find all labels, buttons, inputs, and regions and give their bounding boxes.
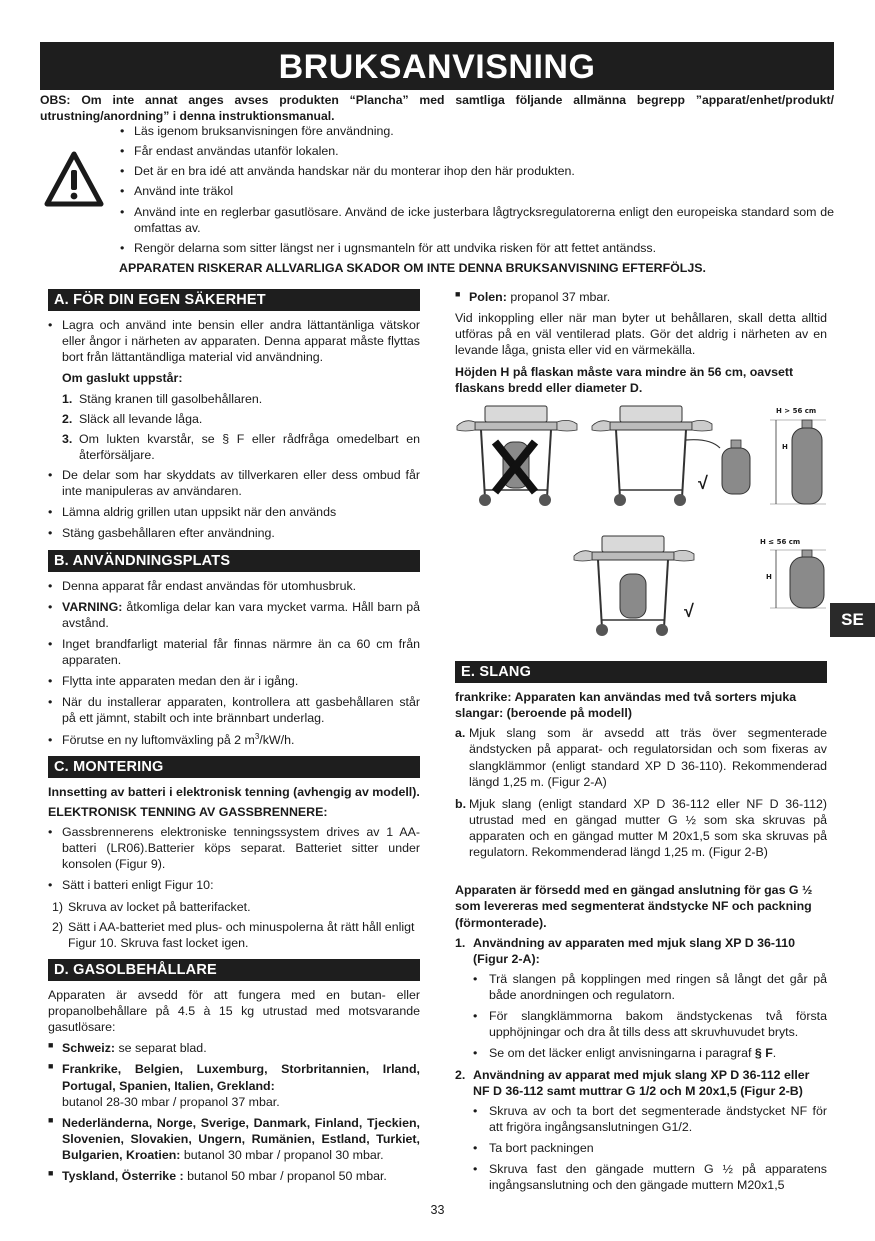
- step-number: 2.: [455, 1067, 466, 1082]
- list-item: [48, 732, 420, 748]
- section-d-heading: D. GASOLBEHÅLLARE: [48, 959, 420, 981]
- left-column: [48, 289, 420, 1189]
- list-item: [473, 1045, 827, 1061]
- list-item: • Använd inte träkol: [118, 183, 834, 199]
- item-text: Mjuk slang som är avsedd att träs över segmenterade ändstycken på apparat- och regulatorsidan och som fixeras av slangklämmor (enligt standard XP D 36-110). Rekommenderad längd 1,25 m. (Figur 2-A): [469, 726, 827, 789]
- height-marker-label: H: [782, 443, 788, 451]
- step-text: Sätt i AA-batteriet med plus- och minuspolerna åt rätt håll enligt Figur 10. Skruva fast locket igen.: [68, 919, 415, 950]
- pressure-text: butanol 30 mbar / propanol 30 mbar.: [180, 1148, 384, 1162]
- warning-triangle-icon: [44, 150, 104, 210]
- grill-cylinder-inside-illustration: [572, 530, 697, 638]
- step-number: 1.: [62, 391, 73, 406]
- page-title: BRUKSANVISNING: [40, 42, 834, 90]
- section-b-heading: B. ANVÄNDNINGSPLATS: [48, 550, 420, 572]
- list-item: [48, 1168, 420, 1184]
- list-item: • Trä slangen på kopplingen med ringen så långt det går på både anordningen och regulatorn.: [473, 971, 827, 1003]
- list-item: • Denna apparat får endast användas för utomhusbruk.: [48, 578, 420, 594]
- list-item: • Sätt i batteri enligt Figur 10:: [48, 877, 420, 893]
- ventilation-note: Vid inkoppling eller när man byter ut behållaren, skall detta alltid utföras på en väl ventilerad plats. Gör det aldrig i närheten av en levande låga, gnista eller vid en värmekälla.: [455, 311, 827, 358]
- airflow-superscript: 3: [254, 731, 260, 741]
- height-under-label: H ≤ 56 cm: [760, 538, 801, 546]
- check-mark-icon: √: [684, 601, 694, 621]
- airflow-text: Förutse en ny luftomväxling på 2 m: [62, 732, 255, 747]
- language-badge: SE: [830, 603, 875, 637]
- item-text: Mjuk slang (enligt standard XP D 36-112 eller NF D 36-112) utrustad med en gängad mutter G ½ som ska skruvas på apparaten och en gängad mutter M 20x1,5 som ska skruvas på regulatorn. Rekommenderad längd 1,25 m. (Figur 2-B): [469, 796, 827, 860]
- list-item: • Lagra och använd inte bensin eller andra lättantänliga vätskor eller ångor i närheten av apparaten. Denna apparat måste flyttas bort från lättantändliga material vid användning.: [48, 317, 420, 365]
- country-label: Tyskland, Österrike :: [62, 1169, 184, 1184]
- step-text: Stäng kranen till gasolbehållaren.: [79, 391, 263, 406]
- airflow-unit: /kW/h.: [259, 732, 295, 747]
- list-item: • När du installerar apparaten, kontrollera att gasbehållaren står på ett jämnt, stabilt och inte brännbart underlag.: [48, 694, 420, 726]
- country-label: Nederländerna, Norge, Sverige, Danmark, Finland, Tjeckien, Slovenien, Slovakien, Ungern, Rumänien, Estland, Turkiet, Bulgarien, Kroatien:: [62, 1115, 420, 1162]
- leak-check-text: Se om det läcker enligt anvisningarna i paragraf: [489, 1046, 755, 1061]
- country-label: Frankrike, Belgien, Luxemburg, Storbritannien, Irland, Portugal, Spanien, Italien, Grekland:: [62, 1062, 420, 1093]
- list-item: [62, 431, 420, 463]
- list-item: • Inget brandfarligt material får finnas närmre än ca 60 cm från apparaten.: [48, 636, 420, 668]
- list-item: • Skruva fast den gängade muttern G ½ på apparatens ingångsanslutning och den gängade muttern M20x1,5: [473, 1161, 827, 1193]
- item-letter: b.: [455, 796, 467, 811]
- step-text: Skruva av locket på batterifacket.: [68, 899, 251, 914]
- obs-note: OBS: Om inte annat anges avses produkten “Plancha” med samtliga följande allmänna begrepp ”apparat/enhet/produkt/ utrustning/anordning” i denna instruktionsmanual.: [40, 93, 834, 123]
- page-number: 33: [430, 1203, 445, 1217]
- gas-cylinder-icon: [718, 438, 758, 498]
- country-label: Schweiz:: [62, 1041, 116, 1056]
- pressure-text: butanol 28-30 mbar / propanol 37 mbar.: [62, 1094, 280, 1109]
- list-item: • Rengör delarna som sitter längst ner i ugnsmanteln för att undvika risken för att fettet antändss.: [118, 240, 834, 256]
- cylinder-height-over-56-illustration: [770, 406, 830, 510]
- list-item: • Flytta inte apparaten medan den är i igång.: [48, 673, 420, 689]
- use-1-title: Användning av apparaten med mjuk slang XP D 36-110 (Figur 2-A):: [473, 935, 796, 966]
- right-column: [455, 289, 827, 400]
- section-a-heading: A. FÖR DIN EGEN SÄKERHET: [48, 289, 420, 311]
- list-item: • De delar som har skyddats av tillverkaren eller dess ombud får inte manipuleras av användaren.: [48, 467, 420, 499]
- list-item: • Får endast användas utanför lokalen.: [118, 143, 834, 159]
- item-letter: a.: [455, 726, 466, 741]
- list-item: [48, 1115, 420, 1163]
- use-2-title: Användning av apparat med mjuk slang XP D 36-112 eller NF D 36-112 samt muttrar G 1/2 och M 20x1,5 (Figur 2-B): [473, 1067, 810, 1098]
- step-text: Om lukten kvarstår, se § F eller rådfråga omedelbart en återförsäljare.: [79, 431, 420, 462]
- list-item: • Lämna aldrig grillen utan uppsikt när den används: [48, 504, 420, 520]
- list-item: [48, 599, 420, 631]
- leak-check-end: .: [772, 1046, 777, 1061]
- general-instructions: [118, 123, 834, 276]
- list-item: • För slangklämmorna bakom ändstyckenas två första upphöjningar och dra åt tills dess att skruvhuvudet bryts.: [473, 1008, 827, 1040]
- pressure-text: butanol 50 mbar / propanol 50 mbar.: [183, 1169, 387, 1184]
- section-e: [455, 661, 827, 1198]
- list-item: [62, 411, 420, 427]
- list-item: • Stäng gasbehållaren efter användning.: [48, 525, 420, 541]
- section-e-heading: E. SLANG: [455, 661, 827, 683]
- step-number: 3.: [62, 431, 73, 446]
- height-over-label: H > 56 cm: [776, 407, 817, 415]
- check-mark-icon: √: [698, 473, 708, 493]
- list-item: [455, 289, 827, 305]
- list-item: • Ta bort packningen: [473, 1140, 827, 1156]
- list-item: • Använd inte en reglerbar gasutlösare. Använd de icke justerbara lågtrycksregulatorerna enligt den europeiska standard som de omfattas av.: [118, 204, 834, 236]
- list-item: [48, 1061, 420, 1109]
- ignition-subhead: ELEKTRONISK TENNING AV GASSBRENNERE:: [48, 804, 328, 819]
- country-label: Polen:: [469, 290, 507, 304]
- list-item: [48, 899, 420, 915]
- list-item: [455, 935, 827, 1062]
- list-item: [455, 725, 827, 790]
- list-item: [455, 796, 827, 861]
- cylinder-height-under-56-illustration: [770, 536, 830, 612]
- step-number: 2): [52, 919, 64, 934]
- list-item: [62, 391, 420, 407]
- list-item: [48, 1040, 420, 1056]
- list-item: • Läs igenom bruksanvisningen före användning.: [118, 123, 834, 139]
- pressure-text: propanol 37 mbar.: [506, 290, 611, 304]
- list-item: • Gassbrennerens elektroniske tenningssystem drives av 1 AA-batteri (LR06).Batterier köps separat. Batteriet sitter under konsolen (Figur 9).: [48, 824, 420, 872]
- step-number: 1): [52, 899, 64, 914]
- list-item: • Det är en bra idé att använda handskar när du monterar ihop den här produkten.: [118, 163, 834, 179]
- warning-label: VARNING:: [62, 599, 123, 614]
- height-marker-label: H: [766, 573, 772, 581]
- step-number: 1.: [455, 935, 466, 950]
- hose-intro: frankrike: Apparaten kan användas med två sorters mjuka slangar: (beroende på modell): [455, 690, 797, 721]
- section-c-heading: C. MONTERING: [48, 756, 420, 778]
- list-item: [455, 1067, 827, 1194]
- gas-leak-title: Om gaslukt uppstår:: [62, 371, 183, 386]
- warning-text: åtkomliga delar kan vara mycket varma. Håll barn på avstånd.: [62, 599, 420, 630]
- cylinder-height-note: Höjden H på flaskan måste vara mindre än 56 cm, oavsett flaskans bredd eller diameter D.: [455, 364, 794, 395]
- cylinder-intro: Apparaten är avsedd för att fungera med en butan- eller propanolbehållare på 4.5 à 15 kg utrustad med motsvarande gasutlösare:: [48, 987, 420, 1035]
- step-number: 2.: [62, 411, 73, 426]
- leak-check-ref: § F: [754, 1046, 773, 1061]
- list-item: [48, 919, 420, 951]
- step-text: Släck all levande låga.: [79, 411, 203, 426]
- grill-wrong-placement-illustration: [455, 400, 580, 508]
- battery-intro: Innsetting av batteri i elektronisk tenning (avhengig av modell).: [48, 784, 420, 799]
- list-item: • Skruva av och ta bort det segmenterade ändstycket NF för att frigöra ingångsanslutningen G1/2.: [473, 1103, 827, 1135]
- thread-note: Apparaten är försedd med en gängad anslutning för gas G ½ som levereras med segmenterat ändstycke NF och packning (förmonterade).: [455, 883, 813, 930]
- general-warning: APPARATEN RISKERAR ALLVARLIGA SKADOR OM INTE DENNA BRUKSANVISNING EFTERFÖLJS.: [119, 260, 706, 275]
- pressure-text: se separat blad.: [115, 1041, 207, 1056]
